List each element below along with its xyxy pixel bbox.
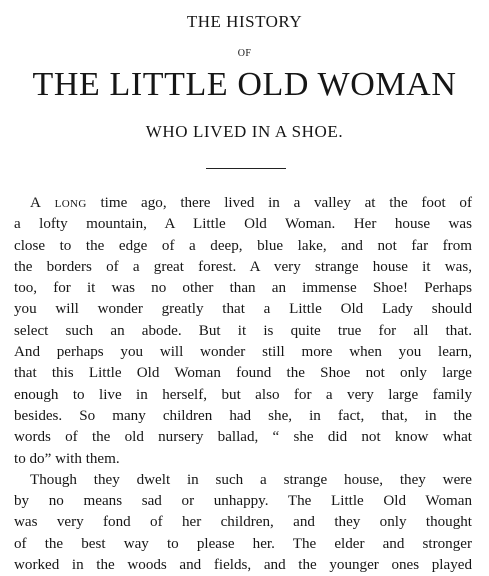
text-line: was very fond of her children, and they only thought xyxy=(14,514,472,531)
text-line: you will wonder greatly that a Little Old Lady should xyxy=(14,301,472,318)
text-line: that this Little Old Woman found the Shoe not only large xyxy=(14,365,472,382)
text-line: of the best way to please her. The elder and stronger xyxy=(14,535,472,552)
text-line: close to the edge of a deep, blue lake, and not far from xyxy=(14,237,472,254)
text-line: besides. So many children had she, in fact, that, in the xyxy=(14,407,472,424)
text-line: select such an abode. But it is quite true for all that. xyxy=(14,322,472,339)
text-line: to do” with them. xyxy=(14,450,120,467)
body-text xyxy=(14,193,472,576)
text-line: And perhaps you will wonder still more when you learn, xyxy=(14,344,472,361)
text-line: the borders of a great forest. A very strange house it was, xyxy=(14,258,472,275)
subtitle: WHO LIVED IN A SHOE. xyxy=(145,122,344,141)
title-of: OF xyxy=(237,48,252,59)
lead-word: A long xyxy=(30,195,87,211)
text-line-content: time ago, there lived in a valley at the foot of xyxy=(86,195,472,211)
text-line: words of the old nursery ballad, “ she did not know what xyxy=(14,429,472,446)
text-line: Though they dwelt in such a strange house, they were xyxy=(30,471,472,488)
text-line: a lofty mountain, A Little Old Woman. Her house was xyxy=(14,216,472,233)
text-line: worked in the woods and fields, and the younger ones played xyxy=(14,557,472,574)
text-line: enough to live in herself, but also for a very large family xyxy=(14,386,472,403)
text-line xyxy=(14,193,472,214)
title-top: THE HISTORY xyxy=(186,12,303,31)
text-line: too, for it was no other than an immense Shoe! Perhaps xyxy=(14,280,472,297)
divider-rule xyxy=(206,168,286,169)
text-line: by no means sad or unhappy. The Little Old Woman xyxy=(14,493,472,510)
main-title: THE LITTLE OLD WOMAN xyxy=(32,66,457,103)
